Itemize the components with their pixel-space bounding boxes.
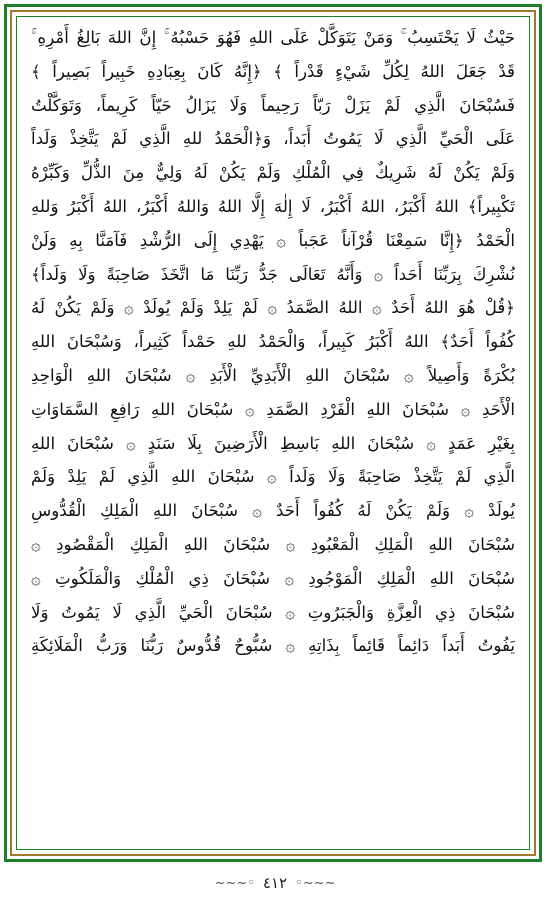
page-frame-outer [4, 4, 542, 862]
text-line-12: الْأَحَدِ ۞ سُبْحَانَ اللهِ الْفَرْدِ الصَّمَدِ ۞ سُبْحَانَ اللهِ رَافِعِ السَّمَاوَاتِ [31, 399, 515, 419]
text-line-6: تَكْبِيراً﴾ اللهُ أَكْبَرُ، اللهُ أَكْبَرُ، لَا إِلٰهَ إِلَّا اللهُ وَاللهُ أَكْبَرُ، اللهُ أَكْبَرُ وَللهِ [31, 196, 515, 216]
text-line-9: ﴿قُلْ هُوَ اللهُ أَحَدٌ ۞ اللهُ الصَّمَدُ ۞ لَمْ يَلِدْ وَلَمْ يُولَدْ ۞ وَلَمْ يَكُنْ لَهُ [31, 298, 515, 318]
flourish-right-icon: ◦~~~ [295, 875, 336, 891]
text-line-3: فَسُبْحَانَ الَّذِي لَمْ يَزَلْ رَبّاً رَحِيماً وَلَا يَزَالُ حَيّاً كَرِيماً، وَتَوَكَّلْتُ [31, 95, 515, 115]
text-line-8: نُشْرِكَ بِرَبِّنَا أَحَداً ۞ وَأَنَّهُ تَعَالَى جَدُّ رَبِّنَا مَا اتَّخَذَ صَاحِبَةً وَلَا وَلَداً﴾ [31, 264, 515, 284]
text-line-13: بِغَيْرِ عَمَدٍ ۞ سُبْحَانَ اللهِ بَاسِطِ الْأَرَضِينَ بِلَا سَنَدٍ ۞ سُبْحَانَ اللهِ [31, 433, 515, 453]
text-line-14: الَّذِي لَمْ يَتَّخِذْ صَاحِبَةً وَلَا وَلَداً ۞ سُبْحَانَ اللهِ الَّذِي لَمْ يَلِدْ وَلَمْ [31, 467, 515, 487]
text-line-10: كُفُواً أَحَدٌ﴾ اللهُ أَكْبَرُ كَبِيراً، وَالْحَمْدُ للهِ حَمْداً كَثِيراً، وَسُبْحَانَ اللهِ [31, 332, 515, 352]
text-line-5: وَلَمْ يَكُنْ لَهُ شَرِيكٌ فِي الْمُلْكِ وَلَمْ يَكُنْ لَهُ وَلِيٌّ مِنَ الذُّلِّ وَكَبِّرْهُ [31, 163, 515, 183]
flourish-left-icon: ~~~◦ [214, 875, 255, 891]
text-line-19: يَفُوتُ أَبَداً دَائِماً قَائِماً بِذَاتِهِ ۞ سُبُّوحٌ قُدُّوسٌ رَبُّنَا وَرَبُّ الْمَلَائِكَةِ [31, 636, 515, 656]
text-line-18: سُبْحَانَ ذِي الْعِزَّةِ وَالْجَبَرُوتِ ۞ سُبْحَانَ الْحَيِّ الَّذِي لَا يَمُوتُ وَلَا [31, 602, 515, 622]
text-line-2: قَدْ جَعَلَ اللهُ لِكُلِّ شَيْءٍ قَدْراً ﴾ ﴿إِنَّهُ كَانَ بِعِبَادِهِ خَبِيراً بَصِيراً ﴾ [31, 61, 515, 81]
page-frame-inner [16, 16, 530, 850]
text-line-1: حَيْثُ لَا يَحْتَسِبُ ۚ وَمَنْ يَتَوَكَّلْ عَلَى اللهِ فَهُوَ حَسْبُهُ ۚ إِنَّ اللهَ بَالِغُ أَمْرِهِ ۚ [31, 28, 515, 47]
arabic-text-block [31, 21, 515, 845]
text-line-17: سُبْحَانَ اللهِ الْمَلِكِ الْمَوْجُودِ ۞ سُبْحَانَ ذِي الْمُلْكِ وَالْمَلَكُوتِ ۞ [31, 568, 515, 588]
text-line-15: يُولَدْ ۞ وَلَمْ يَكُنْ لَهُ كُفُواً أَحَدٌ ۞ سُبْحَانَ اللهِ الْمَلِكِ الْقُدُّوسِ [31, 501, 515, 521]
text-line-7: الْحَمْدُ ﴿إِنَّا سَمِعْنَا قُرْآناً عَجَباً ۞ يَهْدِي إِلَى الرُّشْدِ فَآمَنَّا بِهِ وَلَنْ [31, 230, 515, 250]
page-frame-gold [10, 10, 536, 856]
page-number: ٤١٢ [262, 874, 288, 892]
text-line-4: عَلَى الْحَيِّ الَّذِي لَا يَمُوتُ أَبَداً، وَ﴿الْحَمْدُ للهِ الَّذِي لَمْ يَتَّخِذْ وَلَداً [31, 129, 515, 149]
page-footer [0, 870, 550, 896]
text-line-11: بُكْرَةً وَأَصِيلاً ۞ سُبْحَانَ اللهِ الْأَبَدِيِّ الْأَبَدِ ۞ سُبْحَانَ اللهِ الْوَاحِدِ [31, 365, 515, 385]
text-line-16: سُبْحَانَ اللهِ الْمَلِكِ الْمَعْبُودِ ۞ سُبْحَانَ اللهِ الْمَلِكِ الْمَقْصُودِ ۞ [31, 534, 515, 554]
